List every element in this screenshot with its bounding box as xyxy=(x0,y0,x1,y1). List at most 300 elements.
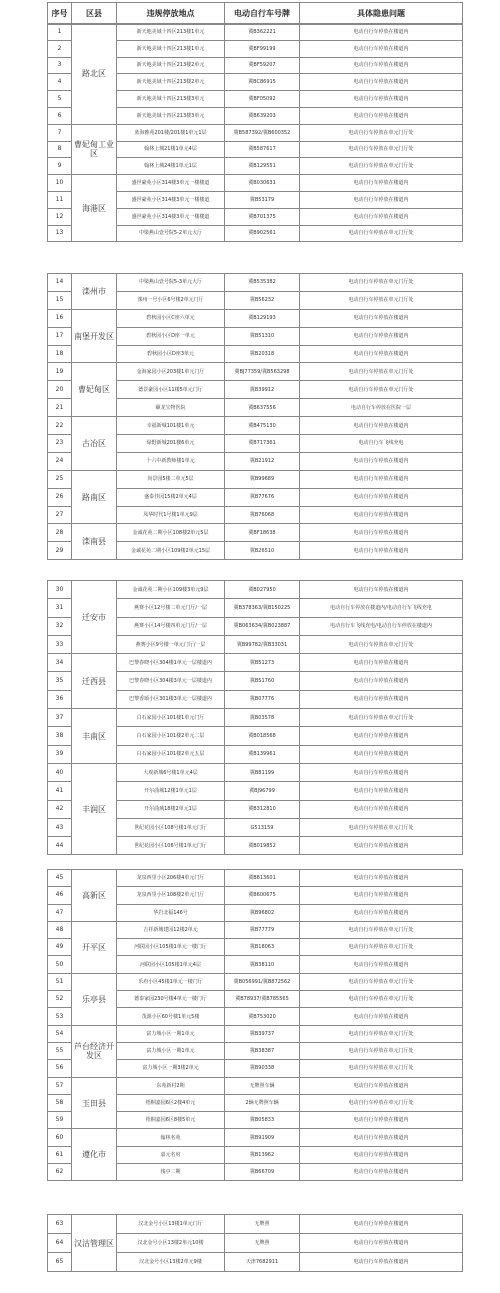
row-number: 5 xyxy=(48,91,72,108)
location-cell: 世纪花园小区106号楼1单元门厅 xyxy=(117,837,225,855)
row-number: 25 xyxy=(48,470,72,488)
row-number: 2 xyxy=(48,40,72,57)
section-table xyxy=(47,869,462,1181)
location-cell: 龙泉西里小区206楼4单元门厅 xyxy=(117,870,225,887)
issue-cell: 电动自行车停放在楼道内 xyxy=(300,208,463,225)
district-cell: 芦台经济开发区 xyxy=(72,1025,117,1077)
location-cell: 华岩北福146号 xyxy=(117,904,225,921)
row-number: 21 xyxy=(48,399,72,417)
plate-cell: 冀B027950 xyxy=(225,581,300,599)
location-cell: 碧秋园小区D座3单元 xyxy=(117,345,225,363)
row-number: 42 xyxy=(48,800,72,818)
row-number: 20 xyxy=(48,381,72,399)
location-cell: 碧秋园小区D座一单元 xyxy=(117,327,225,345)
district-cell: 高新区 xyxy=(72,870,117,922)
table-row xyxy=(48,524,463,542)
location-cell: 新天地美域十四区213楼1单元 xyxy=(117,24,225,41)
location-cell: 新天地美域十四区213楼1单元 xyxy=(117,40,225,57)
location-cell: 大观新城6号楼1单元4层 xyxy=(117,763,225,781)
plate-cell: 冀B362221 xyxy=(225,24,300,41)
plate-cell: 冀B030631 xyxy=(225,175,300,192)
location-cell: 燕赛小区14号楼四单元门厅/一层 xyxy=(117,617,225,635)
row-number: 53 xyxy=(48,1008,72,1025)
plate-cell: 冀B056991/冀B872562 xyxy=(225,973,300,990)
issue-cell: 电动自行车停放在楼道内 xyxy=(300,1129,463,1146)
plate-cell: 冀B39737 xyxy=(225,1025,300,1042)
issue-cell: 电动自行车停放在单元门厅处 xyxy=(300,291,463,309)
plate-cell: 冀B129551 xyxy=(225,158,300,175)
plate-cell: 冀B639203 xyxy=(225,107,300,124)
plate-cell: 冀B587392/冀B600352 xyxy=(225,124,300,141)
plate-cell: 冀B019852 xyxy=(225,837,300,855)
location-cell: 河联园小区105楼1单元一楼门厅 xyxy=(117,939,225,956)
location-cell: 盛世豪苑小区314楼3单元一楼楼道 xyxy=(117,208,225,225)
issue-cell: 电动自行车停放在楼道内 xyxy=(300,1215,463,1234)
location-cell: 翰林上城24楼1单元1层 xyxy=(117,158,225,175)
issue-cell: 电动自行车停放在楼道内 xyxy=(300,74,463,91)
issue-cell: 电动自行车飞线充电 xyxy=(300,435,463,453)
issue-cell: 电动自行车停放在楼道内 xyxy=(300,690,463,708)
row-number: 46 xyxy=(48,887,72,904)
issue-cell: 电动自行车停放在楼道内 xyxy=(300,309,463,327)
issue-cell: 电动自行车停放在楼道内 xyxy=(300,327,463,345)
data-table xyxy=(47,23,463,242)
plate-cell: 冀B66709 xyxy=(225,1164,300,1181)
plate-cell: 冀B51273 xyxy=(225,654,300,672)
row-number: 12 xyxy=(48,208,72,225)
plate-cell: 冀BF18638 xyxy=(225,524,300,542)
district-cell: 迁西县 xyxy=(72,654,117,709)
plate-cell: 无牌照 xyxy=(225,1215,300,1234)
plate-cell: 冀B78937/冀B785565 xyxy=(225,991,300,1008)
location-cell: 翰林上城21楼1单元4层 xyxy=(117,141,225,158)
row-number: 6 xyxy=(48,107,72,124)
location-cell: 碧秋园小区C座六单元 xyxy=(117,309,225,327)
table-row xyxy=(48,274,463,292)
plate-cell: 冀B51760 xyxy=(225,672,300,690)
location-cell: 巴黎春晓小区304楼3单元一层楼道内 xyxy=(117,672,225,690)
location-cell: 白石家园小区101楼2单元二层 xyxy=(117,727,225,745)
location-cell: 燕赛小区9号楼一单元门厅/一层 xyxy=(117,635,225,653)
location-cell: 富力城小区一期1单元 xyxy=(117,1025,225,1042)
district-cell: 古冶区 xyxy=(72,417,117,471)
issue-cell: 电动自行车停放在单元门厅处 xyxy=(300,274,463,292)
plate-cell: 冀BF59207 xyxy=(225,57,300,74)
header-issue: 具体隐患问题 xyxy=(300,3,463,25)
row-number: 36 xyxy=(48,690,72,708)
row-number: 57 xyxy=(48,1077,72,1094)
issue-cell: 电动自行车停放在楼道内 xyxy=(300,763,463,781)
plate-cell: 冀B063634/冀B023887 xyxy=(225,617,300,635)
table-row xyxy=(48,124,463,141)
table-row xyxy=(48,973,463,990)
issue-cell: 电动自行车停放在楼道内 xyxy=(300,782,463,800)
row-number: 55 xyxy=(48,1042,72,1059)
issue-cell: 电动自行车停放在单元门厅处 xyxy=(300,225,463,242)
district-cell: 海港区 xyxy=(72,175,117,242)
plate-cell: 冀B03578 xyxy=(225,709,300,727)
row-number: 35 xyxy=(48,672,72,690)
row-number: 29 xyxy=(48,542,72,560)
location-cell: 金海家园小区203楼1单元门厅 xyxy=(117,363,225,381)
data-table xyxy=(47,1214,463,1272)
table-row xyxy=(48,309,463,327)
location-cell: 金诚花苑二期小区108楼2单元5层 xyxy=(117,524,225,542)
plate-cell: 冀B535382 xyxy=(225,274,300,292)
plate-cell: 冀B99782/冀B33031 xyxy=(225,635,300,653)
issue-cell: 电动自行车停放在楼道内 xyxy=(300,1253,463,1272)
row-number: 62 xyxy=(48,1164,72,1181)
data-table xyxy=(47,580,463,855)
plate-cell: 冀B81199 xyxy=(225,763,300,781)
table-row xyxy=(48,175,463,192)
issue-cell: 电动自行车停放在单元门厅处 xyxy=(300,363,463,381)
location-cell: 富力城小区一期3楼2单元 xyxy=(117,1060,225,1077)
issue-cell: 电动自行车停放在楼道内 xyxy=(300,1164,463,1181)
row-number: 64 xyxy=(48,1234,72,1253)
issue-cell: 电动自行车停放在楼道内 xyxy=(300,1112,463,1129)
table-header-block xyxy=(47,2,462,25)
row-number: 1 xyxy=(48,24,72,41)
plate-cell: 天津7682911 xyxy=(225,1253,300,1272)
issue-cell: 电动自行车停放在楼道内 xyxy=(300,191,463,208)
row-number: 13 xyxy=(48,225,72,242)
row-number: 49 xyxy=(48,939,72,956)
district-cell: 丰南区 xyxy=(72,709,117,764)
header-location: 违规停放地点 xyxy=(117,3,225,25)
plate-cell: 冀B53179 xyxy=(225,191,300,208)
location-cell: 蓝海雅苑201楼/201楼1单元1层 xyxy=(117,124,225,141)
district-cell: 路北区 xyxy=(72,24,117,125)
location-cell: 富力城小区一期1单元 xyxy=(117,1042,225,1059)
issue-cell: 电动自行车停放在单元门厅处 xyxy=(300,939,463,956)
plate-cell: 冀B018568 xyxy=(225,727,300,745)
location-cell: 开尔曲城18楼2单元1层 xyxy=(117,800,225,818)
header-district: 区县 xyxy=(72,3,117,25)
location-cell: 新天地美域十四区213楼2单元 xyxy=(117,57,225,74)
row-number: 32 xyxy=(48,617,72,635)
plate-cell: 冀B21912 xyxy=(225,452,300,470)
section-table xyxy=(47,580,462,855)
plate-cell: 冀B99689 xyxy=(225,470,300,488)
location-cell: 十六中新教师楼1单元 xyxy=(117,452,225,470)
issue-cell: 电动自行车飞线充电/电动自行车停放在楼道内 xyxy=(300,617,463,635)
issue-cell: 电动自行车停放在单元门厅处 xyxy=(300,921,463,938)
table-row xyxy=(48,24,463,41)
location-cell: 河联园小区105楼1单元4层 xyxy=(117,956,225,973)
row-number: 58 xyxy=(48,1094,72,1111)
issue-cell: 电动自行车停放在楼道内 xyxy=(300,488,463,506)
issue-cell: 电动自行车停放在单元门厅处 xyxy=(300,124,463,141)
plate-cell: 冀B587617 xyxy=(225,141,300,158)
plate-cell: 冀BC86915 xyxy=(225,74,300,91)
location-cell: 德泰家园230号楼4单元一楼门厅 xyxy=(117,991,225,1008)
plate-cell: 冀B902561 xyxy=(225,225,300,242)
row-number: 63 xyxy=(48,1215,72,1234)
district-cell: 曹妃甸工业区 xyxy=(72,124,117,174)
location-cell: 盛世豪苑小区314楼3单元一楼楼道 xyxy=(117,175,225,192)
issue-cell: 电动自行车停放在楼道内 xyxy=(300,57,463,74)
plate-cell: 冀B07776 xyxy=(225,690,300,708)
plate-cell: 冀B475130 xyxy=(225,417,300,435)
plate-cell: 冀B26510 xyxy=(225,542,300,560)
data-table xyxy=(47,869,463,1181)
location-cell: 燕赛小区12号楼二单元门厅/一层 xyxy=(117,599,225,617)
row-number: 11 xyxy=(48,191,72,208)
location-cell: 乐府小区45楼1单元一楼门厅 xyxy=(117,973,225,990)
plate-cell: 冀B20318 xyxy=(225,345,300,363)
plate-cell: 冀B813601 xyxy=(225,870,300,887)
issue-cell: 电动自行车停放在楼道内 xyxy=(300,107,463,124)
plate-cell: 冀B717361 xyxy=(225,435,300,453)
issue-cell: 电动自行车停放在楼道内 xyxy=(300,1234,463,1253)
row-number: 52 xyxy=(48,991,72,1008)
location-cell: 金诚花苑二期小区109楼2单元15层 xyxy=(117,542,225,560)
district-cell: 滦州市 xyxy=(72,274,117,310)
table-row xyxy=(48,870,463,887)
issue-cell: 电动自行车停放在单元门厅处 xyxy=(300,709,463,727)
issue-cell: 电动自行车停放在楼道内 xyxy=(300,870,463,887)
table-row xyxy=(48,470,463,488)
plate-cell: 冀B312810 xyxy=(225,800,300,818)
plate-cell: 冀B96802 xyxy=(225,904,300,921)
header-no: 序号 xyxy=(48,3,72,25)
row-number: 45 xyxy=(48,870,72,887)
row-number: 43 xyxy=(48,818,72,836)
location-cell: 巴黎香颂小区301楼3单元一层楼道内 xyxy=(117,690,225,708)
row-number: 50 xyxy=(48,956,72,973)
location-cell: 汉北金号小区13楼2单元9楼 xyxy=(117,1253,225,1272)
location-cell: 梧桐嘉园6区2楼4单元 xyxy=(117,1094,225,1111)
district-cell: 开平区 xyxy=(72,921,117,973)
location-cell: 茂源小区60号楼1单元5楼 xyxy=(117,1008,225,1025)
row-number: 19 xyxy=(48,363,72,381)
issue-cell: 电动自行车停放在楼道内 xyxy=(300,727,463,745)
district-cell: 曹妃甸区 xyxy=(72,363,117,417)
issue-cell: 电动自行车停放在楼道内 xyxy=(300,24,463,41)
section-table xyxy=(47,23,462,242)
location-cell: 白石家园小区101楼1单元门厅 xyxy=(117,709,225,727)
location-cell: 巴黎春晓小区304楼1单元一层楼道内 xyxy=(117,654,225,672)
table-row xyxy=(48,763,463,781)
row-number: 7 xyxy=(48,124,72,141)
location-cell: 幸福新城101楼1单元 xyxy=(117,417,225,435)
location-cell: 吉祥新城建园12楼2单元 xyxy=(117,921,225,938)
district-cell: 汉沽管理区 xyxy=(72,1215,117,1272)
location-cell: 颐龙宝物医院 xyxy=(117,399,225,417)
plate-cell: 2辆无牌照车辆 xyxy=(225,1094,300,1111)
row-number: 16 xyxy=(48,309,72,327)
row-number: 28 xyxy=(48,524,72,542)
issue-cell: 电动自行车停放在楼道内 xyxy=(300,470,463,488)
plate-cell: 冀B18063 xyxy=(225,939,300,956)
plate-cell: 冀B05833 xyxy=(225,1112,300,1129)
location-cell: 凤华时代1号楼1单元9层 xyxy=(117,506,225,524)
location-cell: 中梁燕山壹号院5-2单元大厅 xyxy=(117,225,225,242)
row-number: 39 xyxy=(48,745,72,763)
row-number: 22 xyxy=(48,417,72,435)
issue-cell: 电动自行车停放在楼道内 xyxy=(300,654,463,672)
issue-cell: 电动自行车停放在单元门厅处 xyxy=(300,1042,463,1059)
issue-cell: 电动自行车停放在楼道内 xyxy=(300,452,463,470)
row-number: 37 xyxy=(48,709,72,727)
data-table xyxy=(47,273,463,560)
issue-cell: 电动自行车停放在单元门厅处 xyxy=(300,381,463,399)
issue-cell: 电动自行车停放在楼道内 xyxy=(300,837,463,855)
issue-cell: 电动自行车停放在楼道内 xyxy=(300,956,463,973)
row-number: 54 xyxy=(48,1025,72,1042)
row-number: 60 xyxy=(48,1129,72,1146)
issue-cell: 电动自行车停放在单元门厅处 xyxy=(300,973,463,990)
plate-cell: 冀B38110 xyxy=(225,956,300,973)
issue-cell: 电动自行车停放在单元门厅处 xyxy=(300,1025,463,1042)
location-cell: 尚景园5楼二单元5层 xyxy=(117,470,225,488)
row-number: 30 xyxy=(48,581,72,599)
plate-cell: 冀B39912 xyxy=(225,381,300,399)
location-cell: 汉北金号小区13楼2单元10楼 xyxy=(117,1234,225,1253)
plate-cell: 冀BJ77359/冀B563298 xyxy=(225,363,300,381)
location-cell: 绿野新城201楼6单元 xyxy=(117,435,225,453)
plate-cell: 无牌照 xyxy=(225,1234,300,1253)
plate-cell: 冀B38387 xyxy=(225,1042,300,1059)
plate-cell: 冀B600675 xyxy=(225,887,300,904)
district-cell: 路南区 xyxy=(72,470,117,524)
district-cell: 玉田县 xyxy=(72,1077,117,1129)
plate-cell: 冀BF99199 xyxy=(225,40,300,57)
district-cell: 迁安市 xyxy=(72,581,117,654)
row-number: 51 xyxy=(48,973,72,990)
plate-cell: 冀B139961 xyxy=(225,745,300,763)
location-cell: 嘉元名府 xyxy=(117,1146,225,1163)
plate-cell: 冀BF05092 xyxy=(225,91,300,108)
row-number: 23 xyxy=(48,435,72,453)
plate-cell: 冀B90338 xyxy=(225,1060,300,1077)
location-cell: 新天地美域十四区213楼3单元 xyxy=(117,107,225,124)
header-row xyxy=(48,3,463,25)
row-number: 56 xyxy=(48,1060,72,1077)
plate-cell: 冀B753020 xyxy=(225,1008,300,1025)
section-table xyxy=(47,1214,462,1272)
location-cell: 开尔曲城12楼1单元1层 xyxy=(117,782,225,800)
table-row xyxy=(48,363,463,381)
table-row xyxy=(48,921,463,938)
location-cell: 新天地美域十四区213楼2单元 xyxy=(117,74,225,91)
issue-cell: 电动自行车停放在楼道内/电动自行车飞线充电 xyxy=(300,599,463,617)
row-number: 47 xyxy=(48,904,72,921)
plate-cell: 冀B77779 xyxy=(225,921,300,938)
row-number: 27 xyxy=(48,506,72,524)
location-cell: 白石家园小区101楼2单元五层 xyxy=(117,745,225,763)
section-table xyxy=(47,273,462,560)
location-cell: 汉北金号小区13楼1单元门厅 xyxy=(117,1215,225,1234)
district-cell: 南堡开发区 xyxy=(72,309,117,363)
location-cell: 金诚花苑二期小区109楼3单元9层 xyxy=(117,581,225,599)
row-number: 3 xyxy=(48,57,72,74)
district-cell: 丰润区 xyxy=(72,763,117,854)
location-cell: 滦州一号小区6号楼2单元门厅 xyxy=(117,291,225,309)
header-table xyxy=(47,2,463,25)
table-row xyxy=(48,417,463,435)
plate-cell: 冀B91909 xyxy=(225,1129,300,1146)
issue-cell: 电动自行车停放在楼道内 xyxy=(300,745,463,763)
table-row xyxy=(48,654,463,672)
district-cell: 滦南县 xyxy=(72,524,117,560)
row-number: 14 xyxy=(48,274,72,292)
plate-cell: 冀B13962 xyxy=(225,1146,300,1163)
location-cell: 世纪花园小区108号楼1单元门厅 xyxy=(117,818,225,836)
issue-cell: 电动自行车停放在楼道内 xyxy=(300,800,463,818)
row-number: 10 xyxy=(48,175,72,192)
plate-cell: 无牌照车辆 xyxy=(225,1077,300,1094)
plate-cell: 冀B129193 xyxy=(225,309,300,327)
row-number: 61 xyxy=(48,1146,72,1163)
table-row xyxy=(48,1215,463,1234)
location-cell: 德景豪园小区11楼5单元门厅 xyxy=(117,381,225,399)
issue-cell: 电动自行车停放在楼道内 xyxy=(300,1008,463,1025)
issue-cell: 电动自行车停放在楼道内 xyxy=(300,887,463,904)
location-cell: 盛泰佳园15楼2单元4层 xyxy=(117,488,225,506)
row-number: 59 xyxy=(48,1112,72,1129)
issue-cell: 电动自行车停放在单元门厅处 xyxy=(300,991,463,1008)
row-number: 26 xyxy=(48,488,72,506)
row-number: 15 xyxy=(48,291,72,309)
plate-cell: G513159 xyxy=(225,818,300,836)
row-number: 48 xyxy=(48,921,72,938)
row-number: 34 xyxy=(48,654,72,672)
row-number: 9 xyxy=(48,158,72,175)
row-number: 17 xyxy=(48,327,72,345)
issue-cell: 电动自行车停放在楼道内 xyxy=(300,1077,463,1094)
row-number: 8 xyxy=(48,141,72,158)
location-cell: 梧桐嘉园6区8楼5单元 xyxy=(117,1112,225,1129)
issue-cell: 电动自行车停放在单元门厅处 xyxy=(300,1094,463,1111)
location-cell: 翰林名苑 xyxy=(117,1129,225,1146)
plate-cell: 冀B56232 xyxy=(225,291,300,309)
plate-cell: 冀B77676 xyxy=(225,488,300,506)
plate-cell: 冀B378363/冀B150225 xyxy=(225,599,300,617)
district-cell: 乐亭县 xyxy=(72,973,117,1025)
row-number: 31 xyxy=(48,599,72,617)
district-cell: 遵化市 xyxy=(72,1129,117,1181)
table-row xyxy=(48,1025,463,1042)
issue-cell: 电动自行车停放在楼道内 xyxy=(300,345,463,363)
row-number: 33 xyxy=(48,635,72,653)
issue-cell: 电动自行车停放在楼道内 xyxy=(300,581,463,599)
location-cell: 中梁燕山壹号院5-3单元大厅 xyxy=(117,274,225,292)
row-number: 65 xyxy=(48,1253,72,1272)
issue-cell: 电动自行车停放在单元门厅处 xyxy=(300,635,463,653)
row-number: 40 xyxy=(48,763,72,781)
plate-cell: 冀B76068 xyxy=(225,506,300,524)
location-cell: 新天地美域十四区213楼3单元 xyxy=(117,91,225,108)
row-number: 41 xyxy=(48,782,72,800)
plate-cell: 冀B701375 xyxy=(225,208,300,225)
row-number: 38 xyxy=(48,727,72,745)
issue-cell: 电动自行车停放在楼道内 xyxy=(300,524,463,542)
issue-cell: 电动自行车停放在楼道内 xyxy=(300,40,463,57)
issue-cell: 电动自行车停放在单元门厅处 xyxy=(300,1060,463,1077)
location-cell: 东苑新村2期 xyxy=(117,1077,225,1094)
issue-cell: 电动自行车停放在楼道内 xyxy=(300,417,463,435)
issue-cell: 电动自行车停放在医院一层 xyxy=(300,399,463,417)
issue-cell: 电动自行车停放在楼道内 xyxy=(300,904,463,921)
plate-cell: 冀B637556 xyxy=(225,399,300,417)
issue-cell: 电动自行车停放在楼道内 xyxy=(300,91,463,108)
issue-cell: 电动自行车停放在楼道内 xyxy=(300,1146,463,1163)
issue-cell: 电动自行车停放在楼道内 xyxy=(300,506,463,524)
table-row xyxy=(48,1077,463,1094)
issue-cell: 电动自行车停放在单元门厅处 xyxy=(300,141,463,158)
